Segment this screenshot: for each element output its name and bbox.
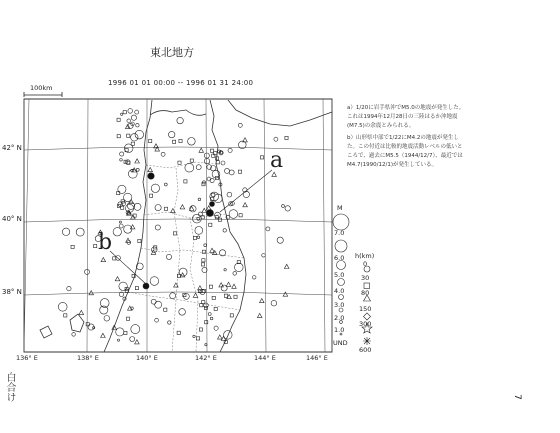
epicenter-marker [201, 263, 204, 266]
annotation-b-leader [110, 251, 146, 284]
epicenter-marker [58, 302, 67, 311]
lon-label-136: 136° E [16, 354, 38, 362]
epicenter-marker [234, 295, 237, 298]
map-frame [24, 99, 332, 352]
epicenter-marker [86, 323, 89, 326]
epicenter-marker [235, 263, 244, 272]
epicenter-marker [136, 168, 139, 171]
epicenter-marker [127, 119, 131, 123]
epicenter-marker [197, 337, 200, 340]
epicenter-marker [155, 301, 162, 308]
page-number: 7 [511, 394, 522, 400]
epicenter-marker [195, 227, 203, 235]
epicenter-marker [117, 339, 119, 341]
epicenter-marker [193, 293, 198, 297]
legend-magnitude-header: M [337, 204, 343, 212]
epicenter-marker [62, 228, 69, 235]
epicenter-marker [204, 244, 207, 247]
scale-bar-label: 100km [30, 84, 53, 92]
epicenter-marker [185, 163, 194, 172]
epicenter-marker [164, 308, 167, 311]
epicenter-marker [223, 229, 226, 232]
epicenter-marker [121, 201, 125, 205]
epicenter-marker [184, 180, 187, 183]
epicenter-marker [227, 192, 232, 197]
earthquake-markers [58, 109, 290, 346]
epicenter-marker [257, 313, 262, 317]
epicenter-marker [136, 263, 143, 270]
legend-depth-600: 600 [359, 346, 372, 354]
epicenter-marker [155, 147, 160, 151]
epicenter-marker [119, 221, 121, 223]
epicenter-marker [259, 299, 264, 303]
epicenter-marker [210, 149, 213, 152]
epicenter-marker [230, 314, 233, 317]
epicenter-marker [232, 284, 237, 288]
epicenter-marker [198, 198, 201, 201]
legend-depth-header: h(km) [355, 252, 375, 260]
epicenter-marker [168, 321, 171, 324]
epicenter-marker [177, 331, 180, 334]
epicenter-marker [243, 203, 248, 207]
epicenter-marker [209, 223, 212, 226]
annotation-a-leader [220, 170, 272, 212]
epicenter-marker [266, 227, 270, 231]
epicenter-marker [67, 286, 71, 290]
epicenter-marker [136, 124, 139, 127]
epicenter-marker [204, 158, 209, 163]
epicenter-marker [208, 313, 211, 316]
epicenter-marker [173, 232, 176, 235]
map-title: 東北地方 [150, 46, 194, 59]
legend-depth-80: 80 [361, 289, 370, 297]
epicenter-marker [274, 137, 278, 141]
epicenter-marker [178, 161, 181, 164]
annotation-a: a [270, 148, 284, 173]
epicenter-marker [150, 277, 159, 286]
epicenter-marker [229, 210, 238, 219]
epicenter-marker [284, 264, 289, 268]
legend-mag-7: 7.0 [334, 229, 345, 237]
epicenter-marker [239, 214, 242, 217]
time-period: 1996 01 01 00:00 -- 1996 01 31 24:00 [108, 79, 254, 87]
epicenter-marker [115, 277, 120, 281]
epicenter-marker [196, 165, 201, 170]
epicenter-marker [283, 292, 288, 296]
epicenter-marker [193, 335, 195, 337]
epicenter-marker [209, 285, 212, 288]
epicenter-marker [184, 294, 190, 300]
epicenter-marker [71, 245, 74, 248]
epicenter-marker [117, 118, 120, 121]
epicenter-marker [177, 117, 183, 123]
epicenter-marker [124, 331, 127, 334]
epicenter-marker [229, 170, 234, 175]
lon-label-144: 144° E [254, 354, 276, 362]
legend-depth-30: 30 [361, 274, 370, 282]
epicenter-marker [218, 218, 221, 221]
lat-label-42: 42° N [2, 144, 22, 152]
highlighted-epicenter [148, 173, 154, 179]
epicenter-marker [218, 335, 223, 339]
epicenter-marker [214, 326, 218, 330]
epicenter-marker [150, 194, 153, 197]
epicenter-marker [119, 282, 127, 290]
legend-mag-3: 3.0 [334, 301, 345, 309]
epicenter-marker [135, 159, 140, 163]
epicenter-marker [221, 161, 225, 165]
margin-mark: 白合け [4, 372, 15, 402]
lon-label-140: 140° E [136, 354, 158, 362]
epicenter-marker [72, 333, 76, 337]
epicenter-marker [226, 282, 231, 286]
epicenter-marker [179, 309, 186, 316]
epicenter-marker [138, 239, 141, 242]
legend-mag-2: 2.0 [334, 314, 345, 322]
prefecture-borders [128, 162, 244, 352]
epicenter-marker [130, 337, 135, 342]
epicenter-marker [117, 192, 120, 195]
epicenter-marker [149, 140, 152, 143]
epicenter-marker [116, 328, 124, 336]
epicenter-marker [117, 135, 120, 138]
epicenter-marker [119, 224, 123, 228]
epicenter-marker [233, 272, 237, 276]
epicenter-marker [113, 228, 121, 236]
epicenter-marker [219, 283, 224, 287]
epicenter-marker [76, 228, 84, 236]
epicenter-marker [200, 304, 203, 307]
epicenter-marker [131, 325, 140, 334]
epicenter-marker [151, 184, 159, 192]
epicenter-marker [277, 237, 283, 243]
epicenter-marker [104, 316, 110, 322]
epicenter-marker [118, 185, 126, 193]
epicenter-marker [155, 225, 160, 230]
epicenter-marker [262, 254, 266, 258]
notes-panel [347, 104, 467, 173]
epicenter-marker [205, 321, 208, 324]
epicenter-marker [180, 205, 185, 209]
epicenter-marker [202, 208, 207, 212]
depth-150-symbol [363, 313, 370, 320]
epicenter-marker [155, 205, 161, 211]
epicenter-marker [271, 300, 277, 306]
lat-label-38: 38° N [2, 288, 22, 296]
epicenter-marker [126, 238, 131, 242]
epicenter-marker [205, 344, 207, 346]
legend-mag-1: 1.0 [334, 326, 345, 334]
epicenter-marker [161, 152, 165, 156]
epicenter-marker [228, 148, 232, 152]
epicenter-marker [285, 206, 290, 211]
epicenter-marker [238, 170, 241, 173]
epicenter-marker [282, 205, 285, 208]
note-a: a）1/20に岩手県沖でM5.0の地震が発生した。これは1994年12月28日の三陸はるか沖地震(M7.5)の余震とみられる。 [347, 105, 465, 129]
epicenter-marker [252, 276, 256, 280]
epicenter-marker [79, 310, 84, 314]
epicenter-marker [198, 286, 203, 290]
epicenter-marker [85, 269, 90, 274]
epicenter-marker [170, 293, 176, 299]
graticule [24, 99, 332, 352]
lon-label-146: 146° E [306, 354, 328, 362]
epicenter-marker [164, 207, 167, 210]
epicenter-marker [120, 159, 123, 162]
epicenter-marker [224, 294, 227, 297]
epicenter-marker [124, 144, 133, 153]
epicenter-marker [166, 254, 171, 259]
epicenter-marker [202, 267, 207, 272]
epicenter-marker [199, 328, 202, 331]
epicenter-marker [212, 154, 215, 157]
epicenter-marker [135, 340, 140, 344]
epicenter-marker [148, 168, 153, 172]
highlighted-epicenter [210, 202, 215, 207]
highlighted-epicenter [207, 210, 214, 217]
epicenter-marker [120, 152, 124, 156]
epicenter-marker [135, 287, 138, 290]
epicenter-marker [225, 168, 230, 173]
epicenter-marker [285, 136, 288, 139]
epicenter-marker [190, 159, 193, 162]
epicenter-marker [101, 258, 106, 262]
epicenter-marker [135, 110, 139, 114]
epicenter-marker [121, 113, 123, 115]
epicenter-marker [188, 138, 196, 146]
epicenter-marker [64, 314, 67, 317]
annotation-b: b [98, 230, 113, 255]
epicenter-marker [224, 269, 226, 271]
lat-label-40: 40° N [2, 215, 22, 223]
legend-mag-5: 5.0 [334, 271, 345, 279]
epicenter-marker [179, 268, 187, 276]
legend-mag-4: 4.0 [334, 287, 345, 295]
depth-30-symbol [364, 283, 370, 289]
epicenter-marker [128, 109, 133, 114]
epicenter-marker [204, 153, 209, 158]
epicenter-marker [155, 318, 159, 322]
epicenter-marker [101, 333, 106, 337]
epicenter-marker [131, 115, 136, 120]
epicenter-marker [119, 292, 123, 296]
epicenter-marker [127, 134, 130, 137]
epicenter-marker [151, 299, 156, 304]
epicenter-marker [135, 130, 144, 139]
epicenter-marker [134, 203, 141, 210]
note-b: b）山形県中部で1/22にM4.2の地震が発生した。この付近は比較的地震活動レベルの低いところで、過去にM5.5（1944/12/7）、最近ではM4.7(1990/12/1)が発生している。 [347, 135, 463, 168]
legend-depth-150: 150 [359, 305, 372, 313]
legend-mag-und: UND [333, 339, 348, 347]
epicenter-marker [126, 317, 129, 320]
epicenter-marker [123, 111, 126, 114]
epicenter-marker [214, 307, 217, 310]
epicenter-marker [238, 123, 242, 127]
epicenter-marker [94, 245, 97, 248]
epicenter-marker [171, 209, 176, 213]
lon-label-142: 142° E [195, 354, 217, 362]
epicenter-marker [173, 140, 176, 143]
epicenter-marker [164, 183, 167, 186]
epicenter-marker [212, 296, 215, 299]
epicenter-marker [210, 317, 213, 320]
epicenter-marker [199, 148, 204, 152]
epicenter-marker [260, 156, 263, 159]
epicenter-marker [131, 134, 138, 141]
legend-depth-0: 0 [363, 260, 368, 268]
epicenter-marker [202, 259, 205, 262]
epicenter-marker [169, 131, 175, 137]
lon-label-138: 138° E [77, 354, 99, 362]
epicenter-marker [197, 236, 200, 239]
epicenter-marker [214, 152, 217, 155]
epicenter-marker [210, 248, 215, 252]
depth-600-symbol [363, 337, 371, 345]
epicenter-marker [179, 139, 182, 142]
legend-mag-6: 6.0 [334, 254, 345, 262]
legend-depth-300: 300 [359, 320, 372, 328]
